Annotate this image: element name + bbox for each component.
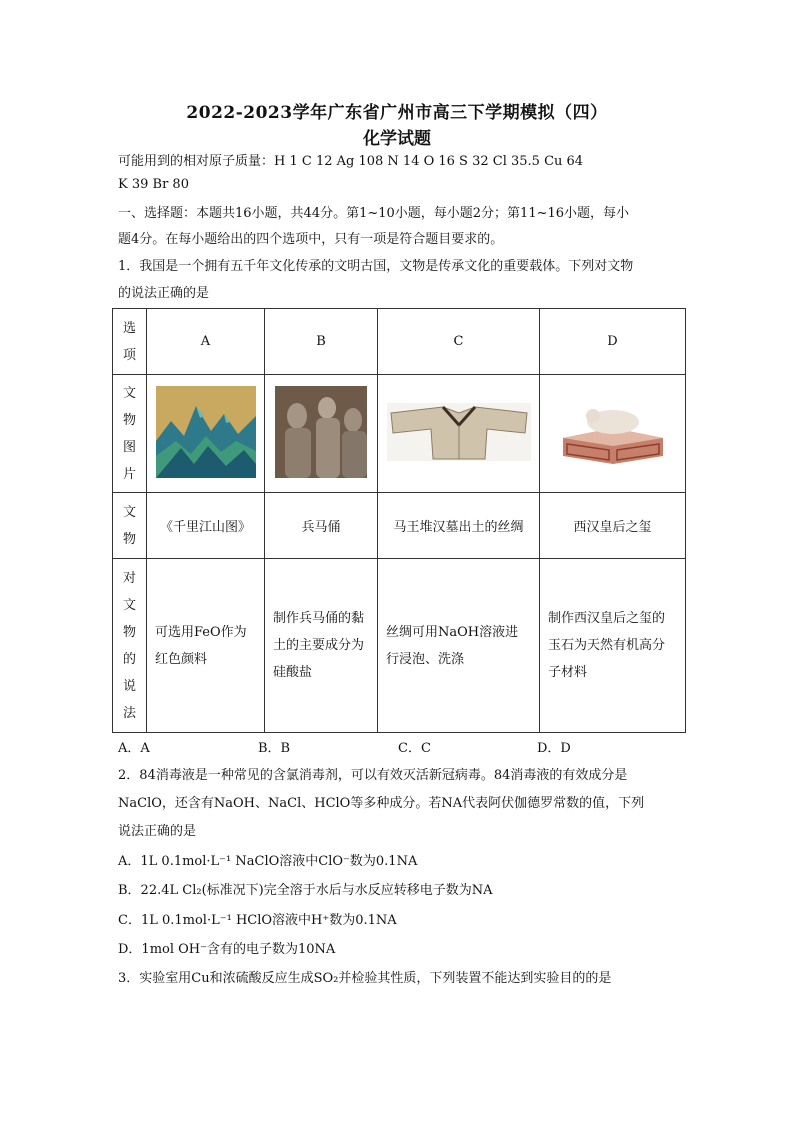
table-row	[113, 309, 686, 375]
artifact-name-d: 西汉皇后之玺	[540, 493, 686, 559]
q2-stem-3: 说法正确的是	[118, 824, 197, 839]
table-row	[113, 375, 686, 493]
row-header-option: 选项	[113, 309, 147, 375]
jade-seal-image	[553, 398, 673, 466]
q1-answer-d[interactable]: D．D	[537, 741, 571, 756]
col-letter-a: A	[147, 309, 265, 375]
statement-d: 制作西汉皇后之玺的玉石为天然有机高分子材料	[540, 559, 686, 733]
q2-option-d[interactable]: D．1mol OH⁻含有的电子数为10NA	[118, 942, 336, 957]
col-letter-c: C	[378, 309, 540, 375]
q1-stem-2: 的说法正确的是	[118, 286, 210, 301]
col-letter-b: B	[265, 309, 378, 375]
statement-a: 可选用FeO作为红色颜料	[147, 559, 265, 733]
statement-c: 丝绸可用NaOH溶液进行浸泡、洗涤	[378, 559, 540, 733]
silk-garment-image	[387, 403, 531, 461]
row-header-image: 文物图片	[113, 375, 147, 493]
image-cell-a	[147, 375, 265, 493]
page-title: 2022-2023学年广东省广州市高三下学期模拟（四）	[186, 103, 608, 123]
q1-stem-1: 1．我国是一个拥有五千年文化传承的文明古国，文物是传承文化的重要载体。下列对文物	[118, 259, 634, 274]
artifact-name-b: 兵马俑	[265, 493, 378, 559]
q2-option-a[interactable]: A．1L 0.1mol·L⁻¹ NaClO溶液中ClO⁻数为0.1NA	[118, 854, 418, 869]
q1-answer-c[interactable]: C．C	[398, 741, 431, 756]
section1-instructions-1: 一、选择题：本题共16小题，共44分。第1~10小题，每小题2分；第11~16小题，每小	[118, 206, 630, 221]
q1-artifact-table	[112, 308, 686, 733]
table-row	[113, 493, 686, 559]
artifact-name-c: 马王堆汉墓出土的丝绸	[378, 493, 540, 559]
q2-option-b[interactable]: B．22.4L Cl₂(标准况下)完全溶于水后与水反应转移电子数为NA	[118, 883, 493, 898]
landscape-painting-image	[156, 386, 256, 478]
terracotta-warriors-image	[275, 386, 367, 478]
atomic-masses-line-2: K 39 Br 80	[118, 177, 189, 192]
row-header-artifact: 文物	[113, 493, 147, 559]
section1-instructions-2: 题4分。在每小题给出的四个选项中，只有一项是符合题目要求的。	[118, 232, 504, 247]
q2-stem-1: 2．84消毒液是一种常见的含氯消毒剂，可以有效灭活新冠病毒。84消毒液的有效成分是	[118, 768, 628, 783]
q1-answer-b[interactable]: B．B	[258, 741, 291, 756]
image-cell-d	[540, 375, 686, 493]
atomic-masses-line-1: 可能用到的相对原子质量：H 1 C 12 Ag 108 N 14 O 16 S 32 Cl 35.5 Cu 64	[118, 154, 584, 169]
image-cell-c	[378, 375, 540, 493]
q3-stem: 3．实验室用Cu和浓硫酸反应生成SO₂并检验其性质，下列装置不能达到实验目的的是	[118, 971, 612, 986]
q2-option-c[interactable]: C．1L 0.1mol·L⁻¹ HClO溶液中H⁺数为0.1NA	[118, 913, 397, 928]
col-letter-d: D	[540, 309, 686, 375]
q2-stem-2: NaClO，还含有NaOH、NaCl、HClO等多种成分。若NA代表阿伏伽德罗常数的值，下列	[118, 796, 645, 811]
artifact-name-a: 《千里江山图》	[147, 493, 265, 559]
page-subtitle: 化学试题	[363, 129, 431, 149]
row-header-statement: 对文物的说法	[113, 559, 147, 733]
q1-answer-a[interactable]: A．A	[118, 741, 150, 756]
image-cell-b	[265, 375, 378, 493]
statement-b: 制作兵马俑的黏土的主要成分为硅酸盐	[265, 559, 378, 733]
table-row	[113, 559, 686, 733]
